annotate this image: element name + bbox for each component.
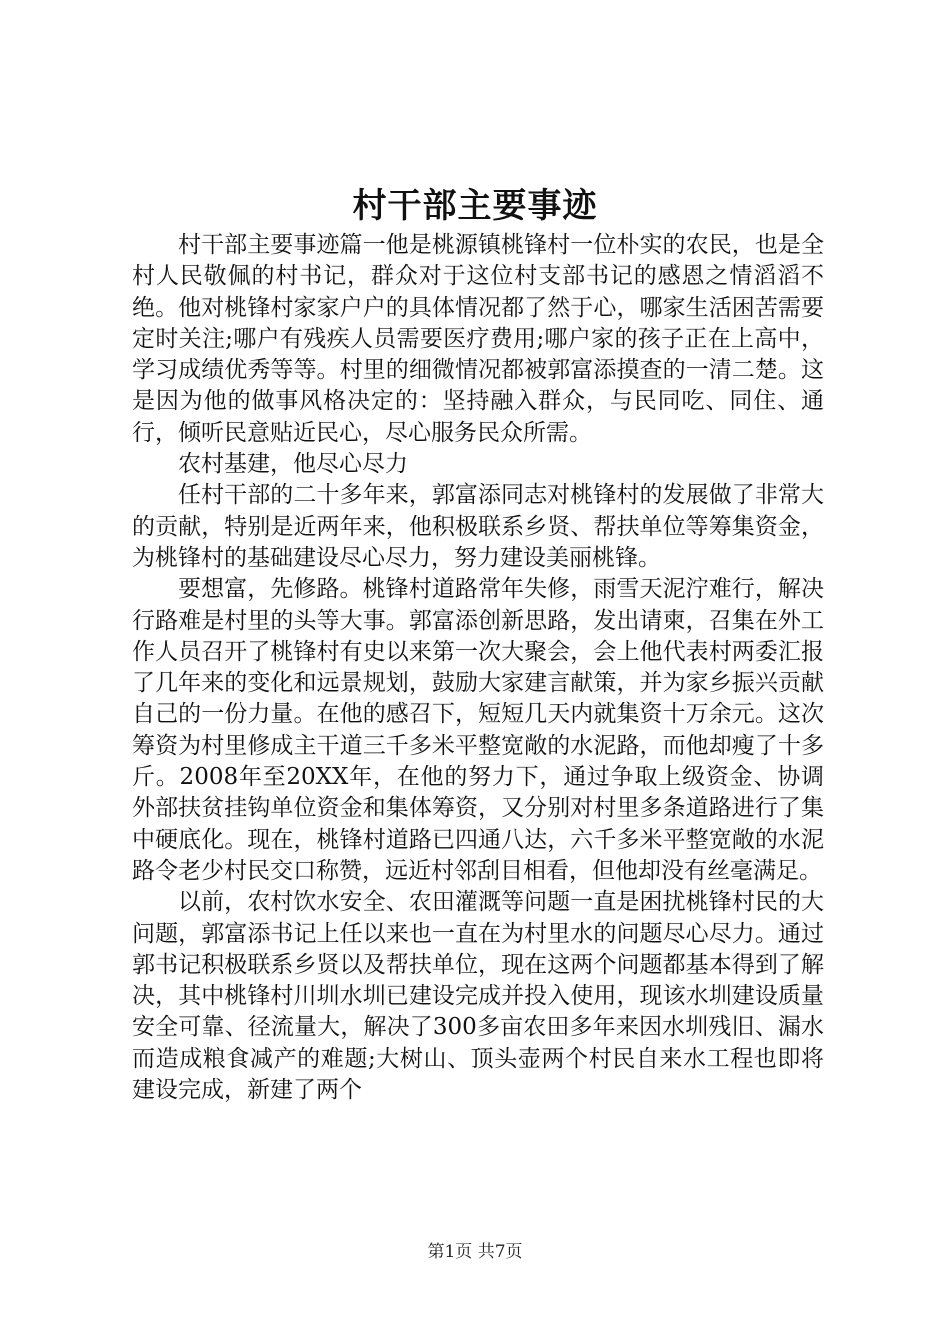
paragraph-road-building: 要想富，先修路。桃锋村道路常年失修，雨雪天泥泞难行，解决行路难是村里的头等大事。郭富添创新思路，发出请柬，召集在外工作人员召开了桃锋村有史以来第一次大聚会，会上他代表村两委汇报了几年来的变化和远景规划，鼓励大家建言献策，并为家乡振兴贡献自己的一份力量。在他的感召下，短短几天内就集资十万余元。这次筹资为村里修成主干道三千多米平整宽敞的水泥路，而他却瘦了十多斤。2008年至20XX年，在他的努力下，通过争取上级资金、协调外部扶贫挂钩单位资金和集体筹资，又分别对村里多条道路进行了集中硬底化。现在，桃锋村道路已四通八达，六千多米平整宽敞的水泥路令老少村民交口称赞，远近村邻刮目相看，但他却没有丝毫满足。 <box>132 576 824 884</box>
paragraph-section-heading: 农村基建，他尽心尽力 <box>178 451 408 478</box>
page-footer: 第1页 共7页 <box>427 1242 523 1262</box>
document-body <box>132 230 824 1106</box>
paragraph-intro: 村干部主要事迹篇一他是桃源镇桃锋村一位朴实的农民，也是全村人民敬佩的村书记，群众对于这位村支部书记的感恩之情滔滔不绝。他对桃锋村家家户户的具体情况都了然于心，哪家生活困苦需要定时关注;哪户有残疾人员需要医疗费用;哪户家的孩子正在上高中，学习成绩优秀等等。村里的细微情况都被郭富添摸查的一清二楚。这是因为他的做事风格决定的：坚持融入群众，与民同吃、同住、通行，倾听民意贴近民心，尽心服务民众所需。 <box>132 232 824 446</box>
paragraph-water-projects: 以前，农村饮水安全、农田灌溉等问题一直是困扰桃锋村民的大问题，郭富添书记上任以来也一直在为村里水的问题尽心尽力。通过郭书记积极联系乡贤以及帮扶单位，现在这两个问题都基本得到了解决，其中桃锋村川圳水圳已建设完成并投入使用，现该水圳建设质量安全可靠、径流量大，解决了300多亩农田多年来因水圳残旧、漏水而造成粮食减产的难题;大树山、顶头壶两个村民自来水工程也即将建设完成，新建了两个 <box>132 889 824 1104</box>
paragraph-contribution: 任村干部的二十多年来，郭富添同志对桃锋村的发展做了非常大的贡献，特别是近两年来，他积极联系乡贤、帮扶单位等筹集资金，为桃锋村的基础建设尽心尽力，努力建设美丽桃锋。 <box>132 482 824 571</box>
document-title: 村干部主要事迹 <box>352 186 598 226</box>
